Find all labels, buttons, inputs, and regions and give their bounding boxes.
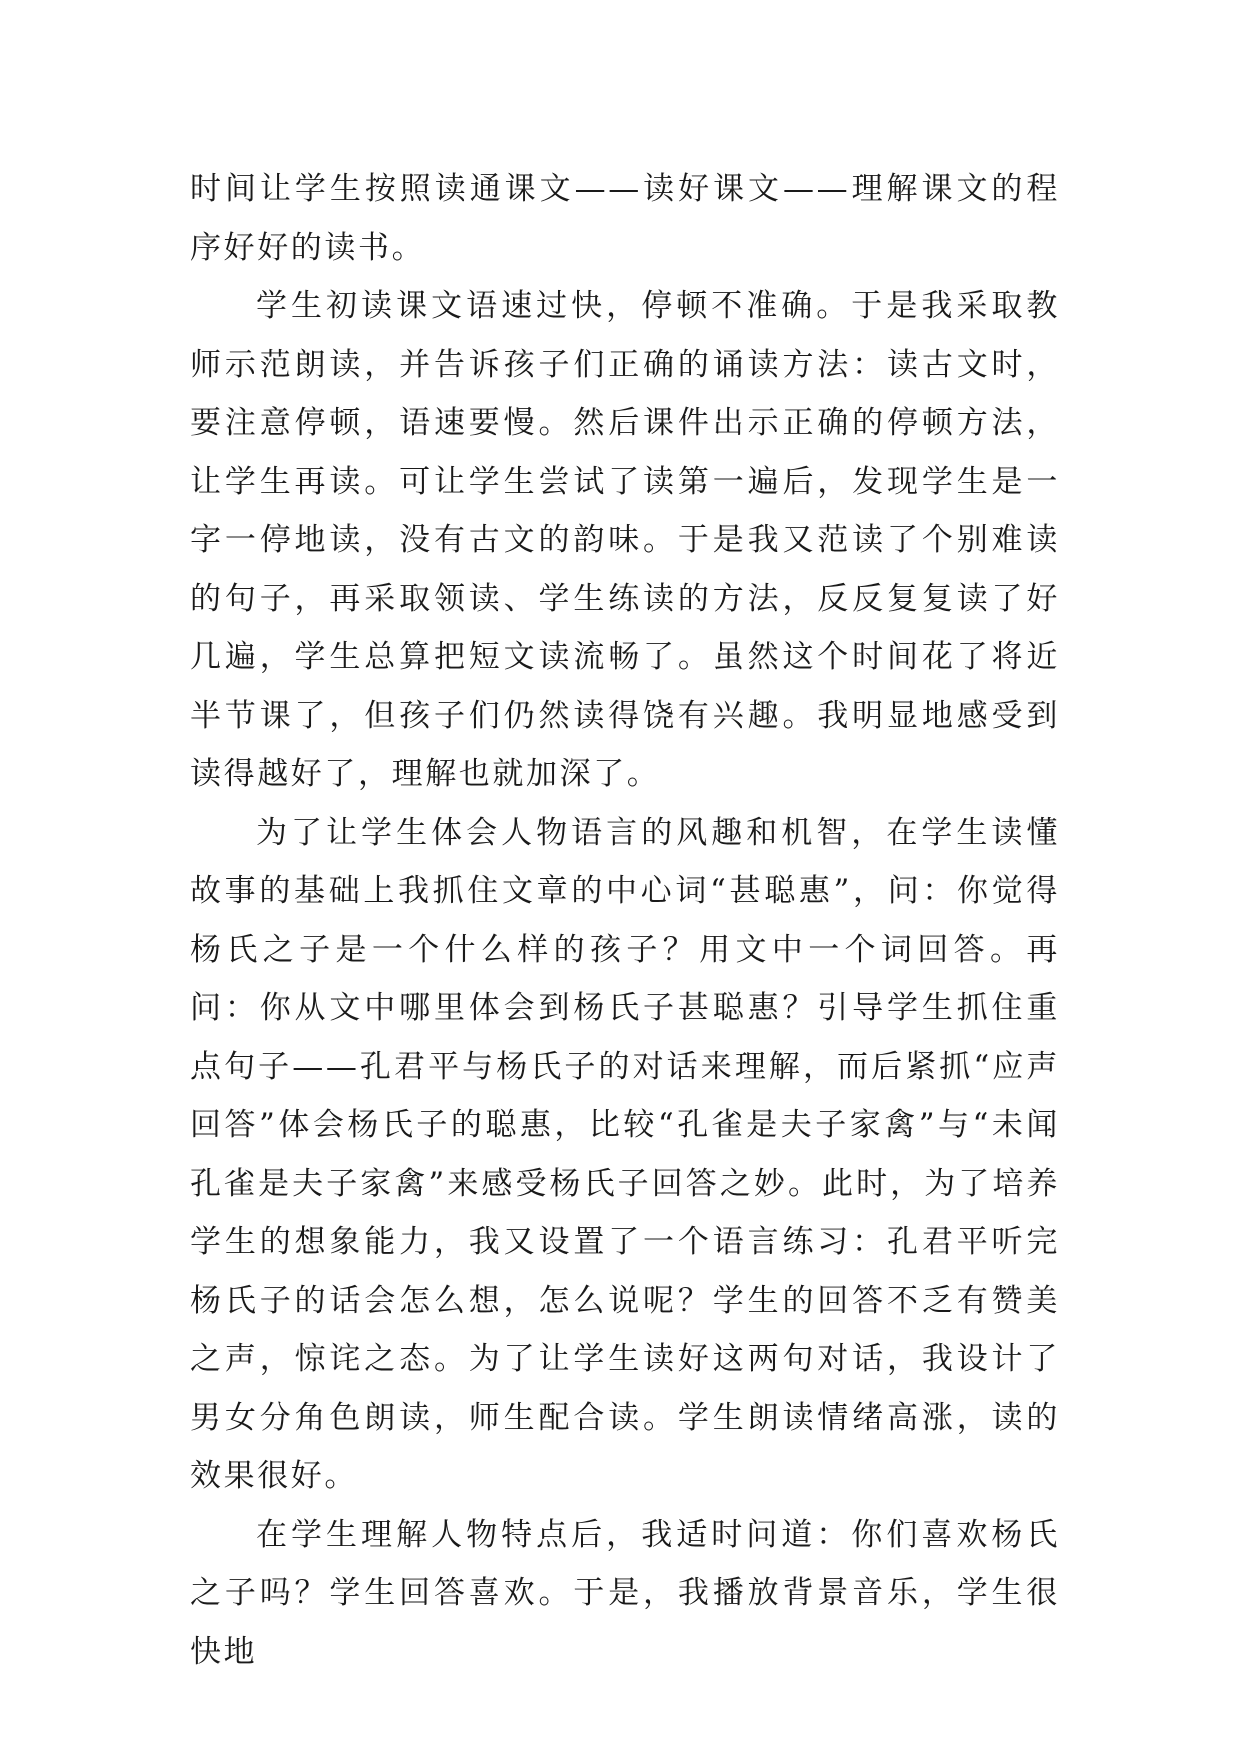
paragraph-initial-reading: 学生初读课文语速过快，停顿不准确。于是我采取教师示范朗读，并告诉孩子们正确的诵读方法：读古文时，要注意停顿，语速要慢。然后课件出示正确的停顿方法，让学生再读。可让学生尝试了读第一遍后，发现学生是一字一停地读，没有古文的韵味。于是我又范读了个别难读的句子，再采取领读、学生练读的方法，反反复复读了好几遍，学生总算把短文读流畅了。虽然这个时间花了将近半节课了，但孩子们仍然读得饶有兴趣。我明显地感受到读得越好了，理解也就加深了。 — [190, 288, 1060, 792]
paragraph-continuation: 时间让学生按照读通课文——读好课文——理解课文的程序好好的读书。 — [190, 171, 1060, 266]
paragraph-character-language: 为了让学生体会人物语言的风趣和机智，在学生读懂故事的基础上我抓住文章的中心词“甚聪惠”，问：你觉得杨氏之子是一个什么样的孩子？用文中一个词回答。再问：你从文中哪里体会到杨氏子甚聪惠？引导学生抓住重点句子——孔君平与杨氏子的对话来理解，而后紧抓“应声回答”体会杨氏子的聪惠，比较“孔雀是夫子家禽”与“未闻孔雀是夫子家禽”来感受杨氏子回答之妙。此时，为了培养学生的想象能力，我又设置了一个语言练习：孔君平听完杨氏子的话会怎么想，怎么说呢？学生的回答不乏有赞美之声，惊诧之态。为了让学生读好这两句对话，我设计了男女分角色朗读，师生配合读。学生朗读情绪高涨，读的效果很好。 — [190, 814, 1060, 1494]
body-text — [190, 160, 1060, 1681]
paragraph-character-traits: 在学生理解人物特点后，我适时问道：你们喜欢杨氏之子吗？学生回答喜欢。于是，我播放背景音乐，学生很快地 — [190, 1516, 1060, 1670]
